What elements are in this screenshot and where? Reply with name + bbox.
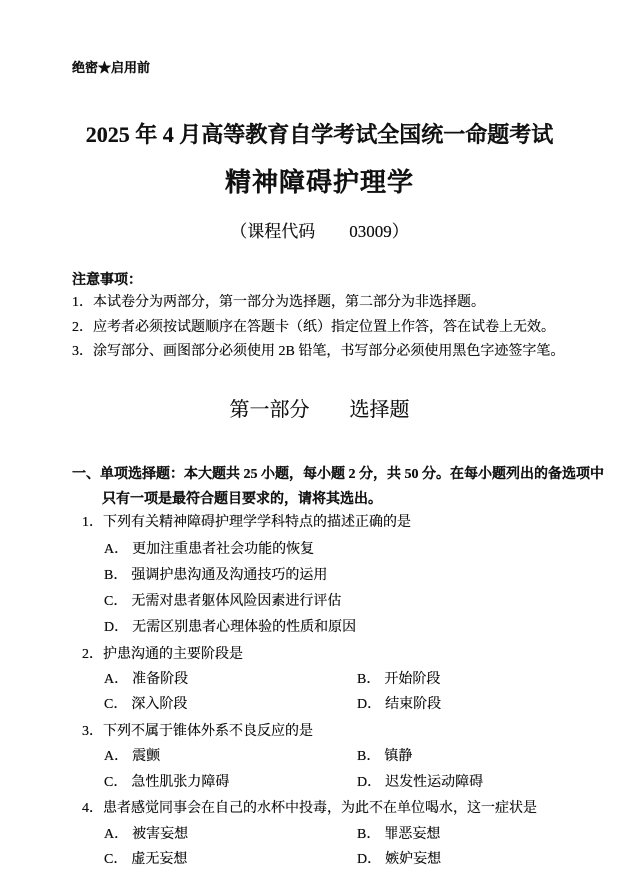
option-text: 准备阶段: [132, 672, 189, 687]
question-option: [357, 670, 440, 690]
question-option: [357, 825, 440, 845]
question-option: [357, 773, 483, 793]
course-code: （课程代码 03009）: [230, 222, 409, 241]
section-heading-continued: 只有一项是最符合题目要求的，请将其选出。: [102, 492, 382, 507]
option-text: 嫉妒妄想: [385, 852, 442, 867]
option-text: 无需对患者躯体风险因素进行评估: [131, 594, 342, 609]
question-option: [104, 825, 188, 845]
question-option: [104, 670, 188, 690]
option-text: 被害妄想: [132, 827, 189, 842]
option-label: C．: [104, 697, 128, 712]
option-label: B．: [357, 827, 381, 842]
option-text: 更加注重患者社会功能的恢复: [132, 542, 315, 557]
option-label: C．: [104, 594, 128, 609]
option-text: 虚无妄想: [131, 852, 188, 867]
option-text: 深入阶段: [131, 697, 188, 712]
option-label: A．: [104, 827, 129, 842]
question-option: [104, 618, 356, 638]
option-text: 急性肌张力障碍: [131, 775, 230, 790]
question-option: [104, 592, 341, 612]
subject-title: 精神障碍护理学: [224, 168, 414, 197]
option-label: C．: [104, 852, 128, 867]
question-option: [357, 850, 441, 870]
option-label: B．: [357, 749, 381, 764]
part-heading: 第一部分 选择题: [229, 399, 410, 421]
option-label: C．: [104, 775, 128, 790]
option-text: 震颤: [132, 749, 161, 764]
option-label: D．: [104, 620, 129, 635]
question-option: [104, 773, 229, 793]
option-label: D．: [357, 775, 382, 790]
classification-label: 绝密★启用前: [72, 60, 151, 75]
notice-item: 3．涂写部分、画图部分必须使用 2B 铅笔，书写部分必须使用黑色字迹签字笔。: [72, 344, 565, 359]
option-text: 罪恶妄想: [384, 827, 441, 842]
option-text: 镇静: [384, 749, 413, 764]
option-text: 开始阶段: [384, 672, 441, 687]
question-stem: 2．护患沟通的主要阶段是: [82, 647, 243, 662]
option-text: 迟发性运动障碍: [385, 775, 484, 790]
question-option: [104, 566, 327, 586]
option-text: 无需区别患者心理体验的性质和原因: [132, 620, 357, 635]
option-label: B．: [357, 672, 381, 687]
question-stem: 3．下列不属于锥体外系不良反应的是: [82, 724, 313, 739]
option-label: D．: [357, 852, 382, 867]
question-option: [104, 540, 314, 560]
question-option: [104, 747, 160, 767]
notice-item: 2．应考者必须按试题顺序在答题卡（纸）指定位置上作答，答在试卷上无效。: [72, 320, 555, 335]
question-option: [357, 695, 441, 715]
option-label: A．: [104, 542, 129, 557]
exam-title: 2025 年 4 月高等教育自学考试全国统一命题考试: [85, 122, 554, 147]
option-label: B．: [104, 568, 128, 583]
notice-item: 1．本试卷分为两部分，第一部分为选择题，第二部分为非选择题。: [72, 295, 485, 310]
option-text: 结束阶段: [385, 697, 442, 712]
question-option: [104, 695, 187, 715]
question-stem: 4．患者感觉同事会在自己的水杯中投毒，为此不在单位喝水，这一症状是: [82, 801, 537, 816]
section-heading: 一、单项选择题：本大题共 25 小题，每小题 2 分，共 50 分。在每小题列出的备选项中: [72, 467, 604, 482]
question-stem: 1．下列有关精神障碍护理学学科特点的描述正确的是: [82, 515, 411, 530]
option-label: A．: [104, 672, 129, 687]
option-label: D．: [357, 697, 382, 712]
option-label: A．: [104, 749, 129, 764]
question-option: [357, 747, 412, 767]
question-option: [104, 850, 187, 870]
option-text: 强调护患沟通及沟通技巧的运用: [131, 568, 328, 583]
notice-heading: 注意事项：: [72, 273, 142, 288]
